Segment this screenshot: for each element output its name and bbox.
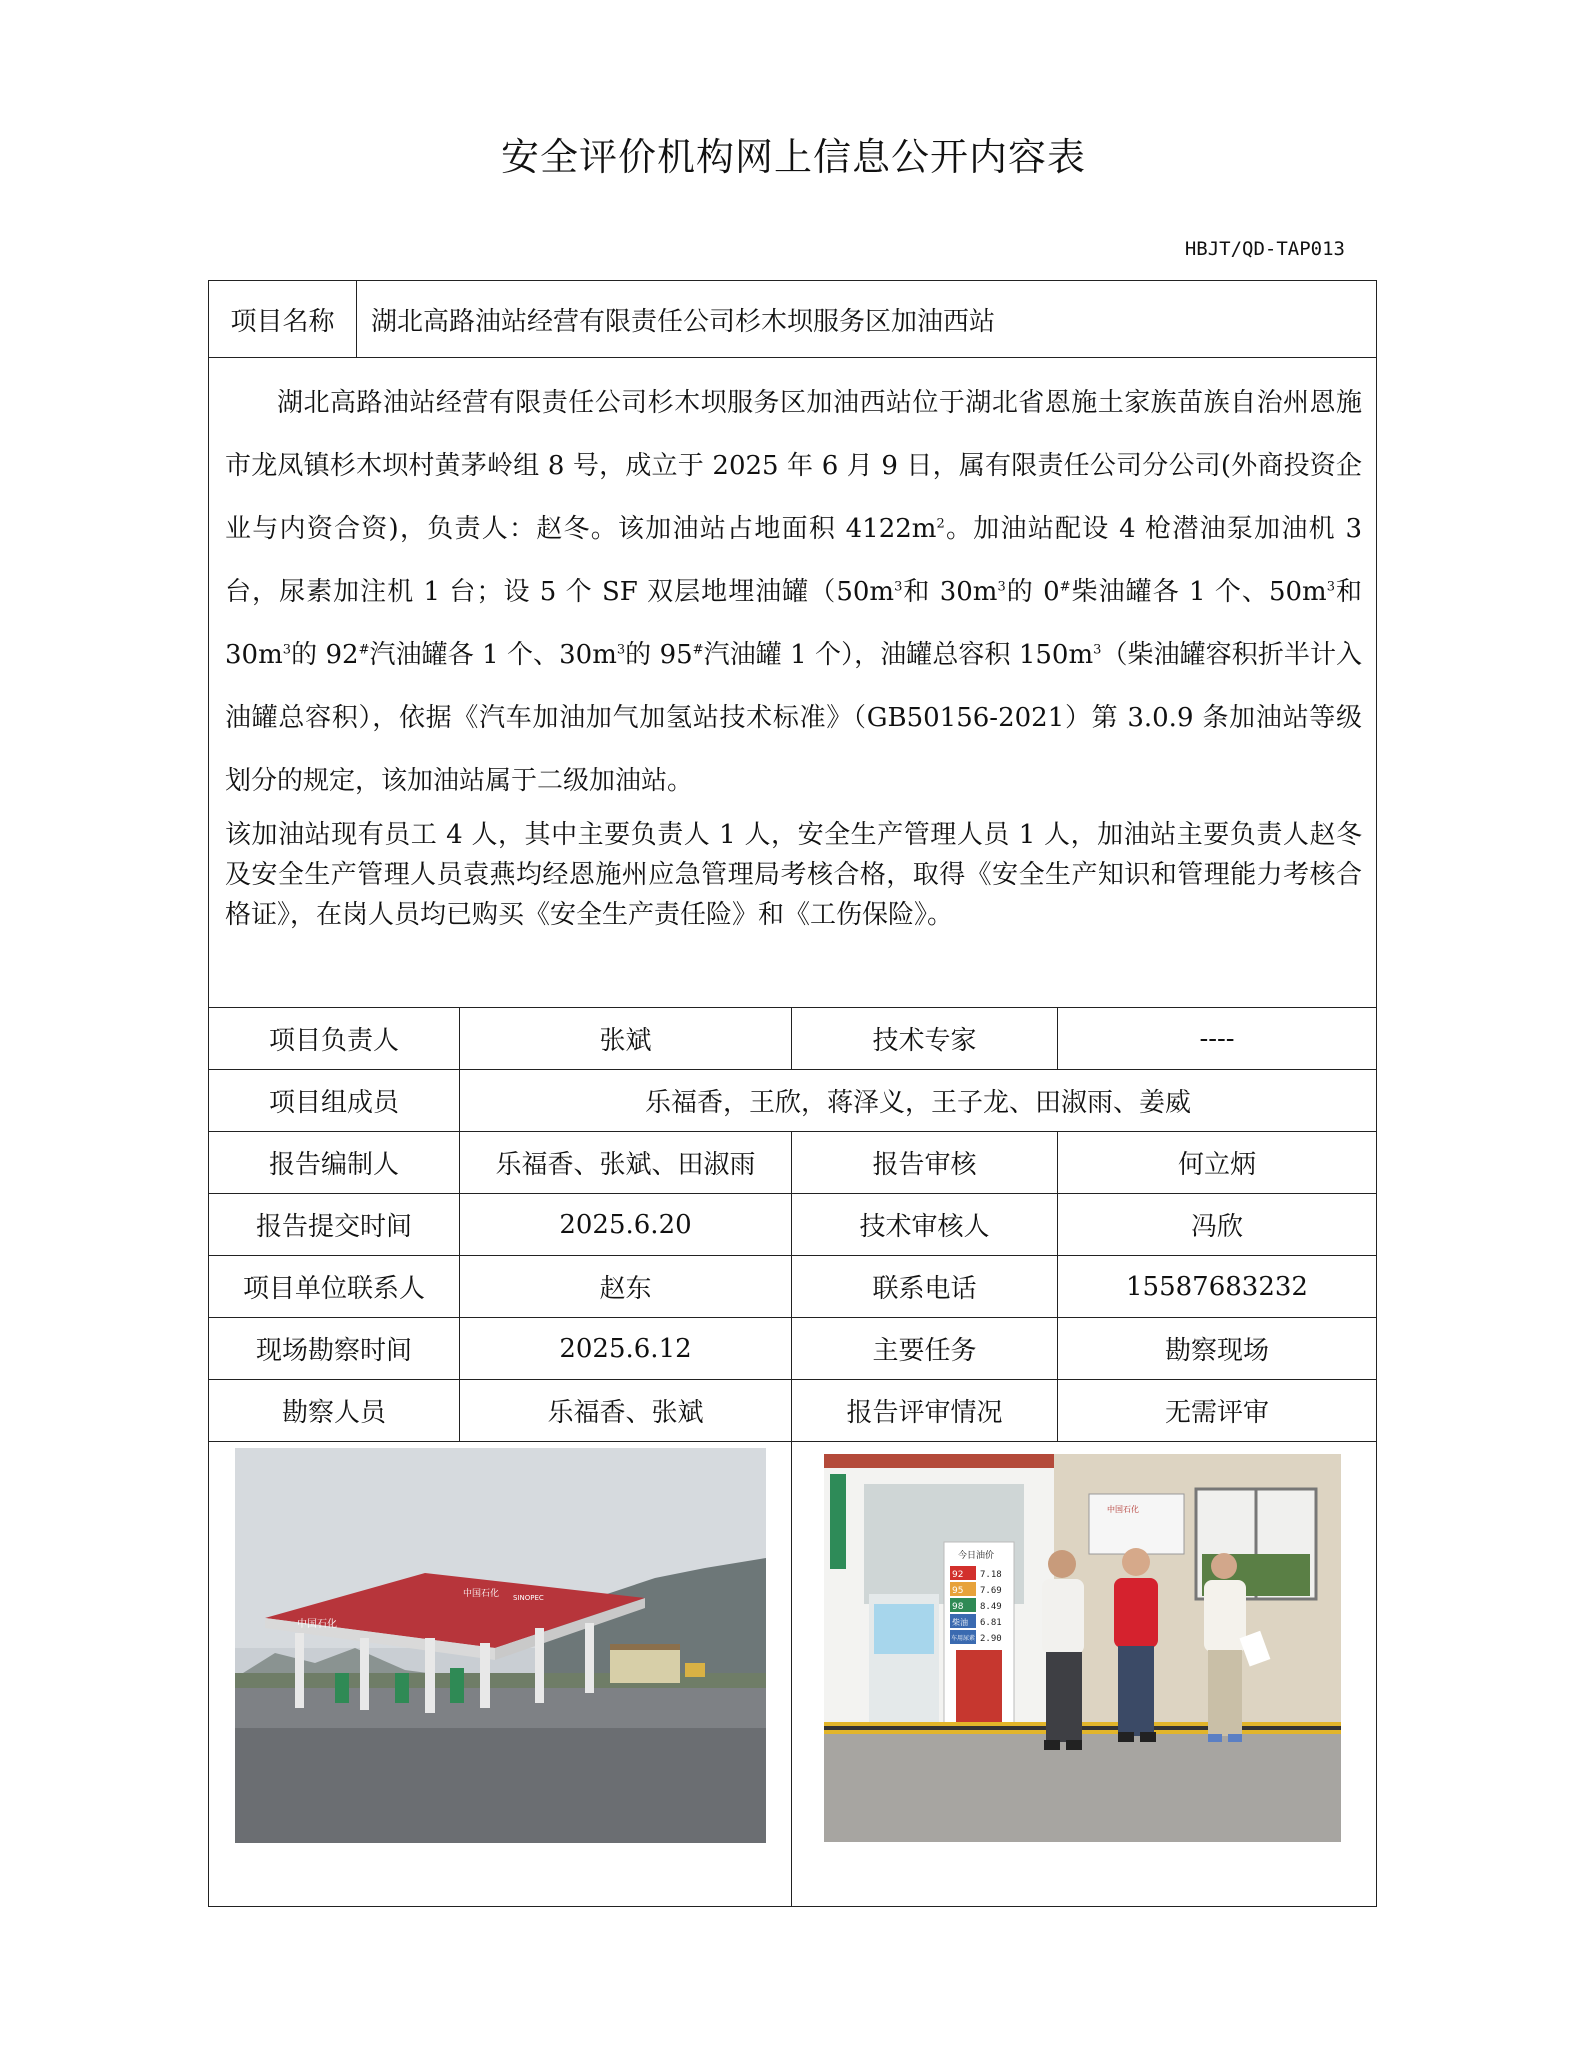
report-author-value: 乐福香、张斌、田淑雨 [460,1132,792,1194]
project-leader-value: 张斌 [460,1008,792,1070]
submit-time-value: 2025.6.20 [460,1194,792,1256]
svg-text:98: 98 [952,1602,964,1612]
project-members-label: 项目组成员 [209,1070,460,1132]
report-review-label: 报告审核 [792,1132,1058,1194]
canopy-brand-text-right: 中国石化 [463,1589,500,1599]
phone-label: 联系电话 [792,1256,1058,1318]
report-author-label: 报告编制人 [209,1132,460,1194]
price-board-title: 今日油价 [958,1551,995,1561]
unit-contact-label: 项目单位联系人 [209,1256,460,1318]
table-row [209,1256,1377,1318]
table-row [209,1318,1377,1380]
table-row [209,1132,1377,1194]
tech-reviewer-label: 技术审核人 [792,1194,1058,1256]
table-row [209,1070,1377,1132]
phone-value: 15587683232 [1058,1256,1377,1318]
description-paragraph-1: 湖北高路油站经营有限责任公司杉木坝服务区加油西站位于湖北省恩施土家族苗族自治州恩施市龙凤镇杉木坝村黄茅岭组 8 号，成立于 2025 年 6 月 9 日，属有限责任公司分公司(外商投资企业与内资合资)，负责人：赵冬。该加油站占地面积 $4122m^2$。加油站配设 4 枪潜油泵加油机 3 台，尿素加注机 1 台；设 5 个 SF 双层地埋油罐（$50m^3$和 $30m^3$的 0#柴油罐各 1 个、$50m^3$和 $30m^3$的 92#汽油罐各 1 个、$30m^3$的 95#汽油罐 1 个），油罐总容积 $150m^3$（柴油罐容积折半计入油罐总容积），依据《汽车加油加气加氢站技术标准》（GB50156-2021）第 3.0.9 条加油站等级划分的规定，该加油站属于二级加油站。 [225,388,1363,796]
report-review-value: 何立炳 [1058,1132,1377,1194]
svg-text:车用尿素: 车用尿素 [951,1635,976,1642]
svg-text:6.81: 6.81 [980,1618,1002,1628]
survey-time-label: 现场勘察时间 [209,1318,460,1380]
svg-text:92: 92 [952,1570,964,1580]
survey-time-value: 2025.6.12 [460,1318,792,1380]
project-description [209,358,1377,1008]
canopy-brand-text: 中国石化 [297,1619,337,1630]
canopy-brand-en-text: SINOPEC [513,1594,544,1602]
tech-expert-value: ---- [1058,1008,1377,1070]
project-name-row [209,281,1377,358]
table-row [209,1008,1377,1070]
project-name-value: 湖北高路油站经营有限责任公司杉木坝服务区加油西站 [357,281,1377,358]
project-members-value: 乐福香，王欣，蒋泽义，王子龙、田淑雨、姜威 [460,1070,1377,1132]
unit-contact-value: 赵东 [460,1256,792,1318]
tech-expert-label: 技术专家 [792,1008,1058,1070]
table-row [209,1194,1377,1256]
gas-station-photo [235,1448,766,1843]
description-row [209,358,1377,1008]
description-paragraph-2: 该加油站现有员工 4 人，其中主要负责人 1 人，安全生产管理人员 1 人，加油站主要负责人赵冬及安全生产管理人员袁燕均经恩施州应急管理局考核合格，取得《安全生产知识和管理能力考核合格证》，在岗人员均已购买《安全生产责任险》和《工伤保险》。 [225,820,1363,930]
svg-text:7.18: 7.18 [980,1570,1002,1580]
survey-staff-label: 勘察人员 [209,1380,460,1442]
review-status-value: 无需评审 [1058,1380,1377,1442]
main-task-label: 主要任务 [792,1318,1058,1380]
submit-time-label: 报告提交时间 [209,1194,460,1256]
info-table [208,280,1377,1907]
photo-cell-left [209,1442,792,1907]
survey-staff-value: 乐福香、张斌 [460,1380,792,1442]
project-name-label: 项目名称 [209,281,357,358]
photos-row [209,1442,1377,1907]
photo-cell-right [792,1442,1377,1907]
page-title: 安全评价机构网上信息公开内容表 [500,135,1086,179]
svg-text:8.49: 8.49 [980,1602,1002,1612]
wall-sign-text: 中国石化 [1107,1505,1139,1514]
site-survey-photo [824,1454,1341,1842]
document-code: HBJT/QD-TAP013 [1184,238,1345,260]
svg-text:95: 95 [952,1586,964,1596]
tech-reviewer-value: 冯欣 [1058,1194,1377,1256]
svg-text:柴油: 柴油 [952,1618,968,1627]
table-row [209,1380,1377,1442]
review-status-label: 报告评审情况 [792,1380,1058,1442]
svg-text:2.90: 2.90 [980,1634,1002,1644]
main-task-value: 勘察现场 [1058,1318,1377,1380]
project-leader-label: 项目负责人 [209,1008,460,1070]
svg-text:7.69: 7.69 [980,1586,1002,1596]
